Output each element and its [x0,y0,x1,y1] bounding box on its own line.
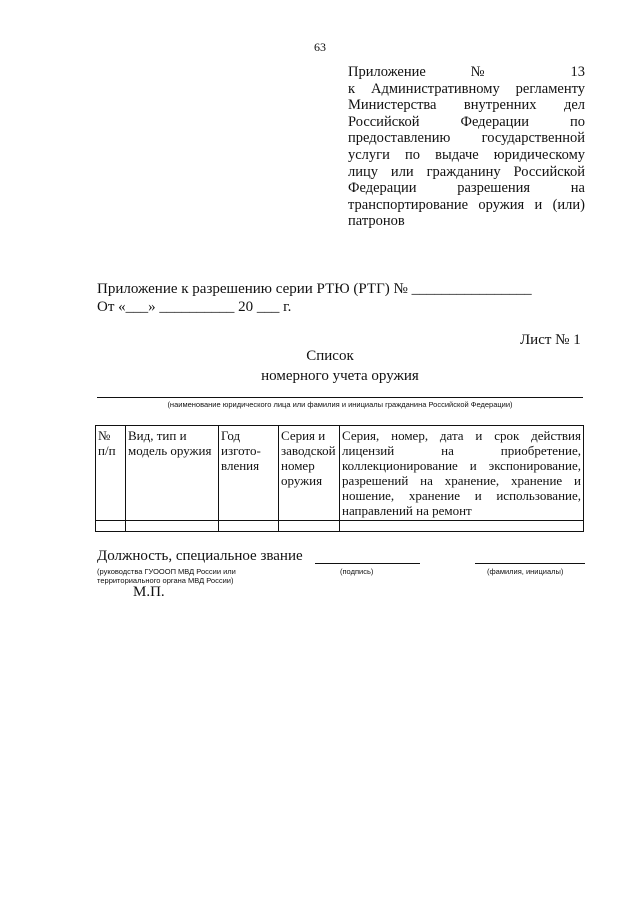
appendix-header-line: услуги по выдаче юридическому [348,146,585,163]
appendix-header-line: Федерации разрешения на [348,180,585,197]
table-cell[interactable] [126,521,219,532]
table-cell[interactable] [219,521,279,532]
weapons-table [95,425,584,532]
permit-date-line: От «___» __________ 20 ___ г. [97,299,292,315]
appendix-header-line: Приложение № 13 [348,64,585,80]
appendix-header [348,64,585,230]
name-initials-caption: (фамилия, инициалы) [487,567,564,576]
permit-series-line: Приложение к разрешению серии РТЮ (РТГ) № ________________ [97,281,532,297]
name-caption: (наименование юридического лица или фамилия и инициалы гражданина Российской Федерации) [167,400,513,409]
column-header-licenses: Серия, номер, дата и срок действия лицензий на приобретение, коллекционирование и экспонирование, разрешений на хранение, хранение и ношение, хранение и использование, направлений на ремонт [340,426,584,521]
signer-caption: (руководства ГУОООП МВД России или территориального органа МВД России) [97,567,236,585]
table-cell[interactable] [96,521,126,532]
signature-caption: (подпись) [340,567,374,576]
stamp-place: М.П. [133,584,165,600]
name-initials-line [475,563,585,564]
column-header-weapon-type: Вид, тип и модель оружия [126,426,219,521]
appendix-header-line: предоставлению государственной [348,130,585,147]
document-title: Список [306,348,354,364]
appendix-header-line: Российской Федерации по [348,113,585,130]
table-cell[interactable] [340,521,584,532]
appendix-header-line: к Административному регламенту [348,80,585,97]
appendix-header-line: Министерства внутренних дел [348,97,585,114]
name-underline [97,397,583,398]
page-number: 63 [314,40,326,54]
appendix-header-line: патронов [348,213,405,230]
column-header-year: Год изгото-вления [219,426,279,521]
table-cell[interactable] [279,521,340,532]
table-header-row [96,426,584,521]
signature-line [315,563,420,564]
column-header-number: № п/п [96,426,126,521]
document-subtitle: номерного учета оружия [261,368,419,384]
position-label: Должность, специальное звание [97,548,303,564]
column-header-serial: Серия и заводской номер оружия [279,426,340,521]
sheet-number: Лист № 1 [520,332,581,348]
appendix-header-line: транспортирование оружия и (или) [348,196,585,213]
table-row [96,521,584,532]
appendix-header-line: лицу или гражданину Российской [348,163,585,180]
